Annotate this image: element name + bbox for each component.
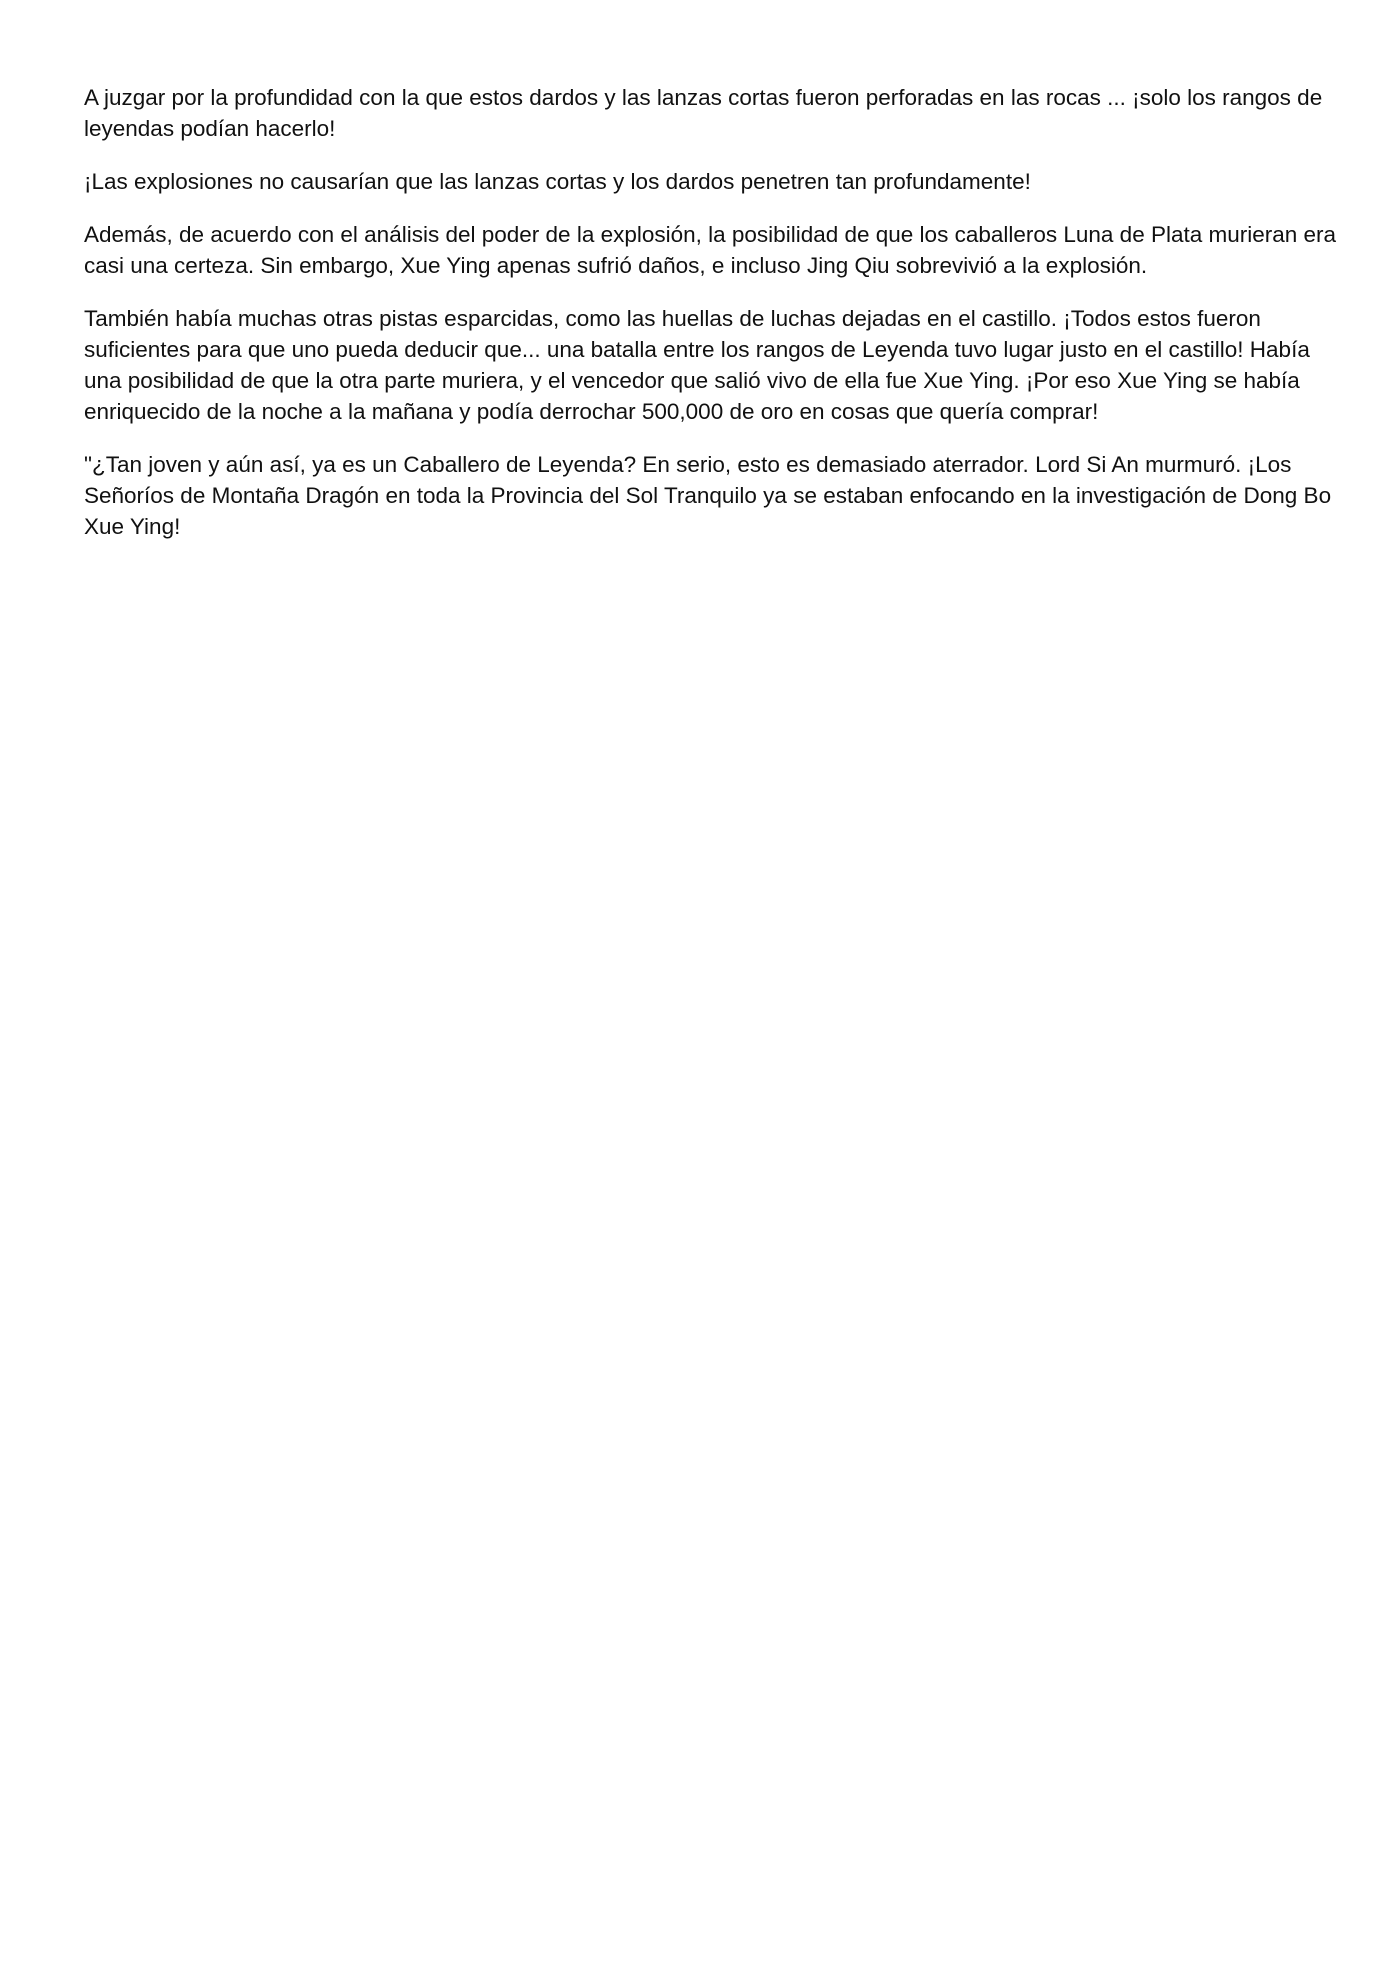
document-body	[84, 82, 1340, 542]
paragraph-2: ¡Las explosiones no causarían que las lanzas cortas y los dardos penetren tan profundamente!	[84, 169, 1031, 194]
paragraph-4: También había muchas otras pistas esparcidas, como las huellas de luchas dejadas en el castillo. ¡Todos estos fueron suficientes para que uno pueda deducir que... una batalla entre los rangos de Leyenda tuvo lugar justo en el castillo! Había una posibilidad de que la otra parte muriera, y el vencedor que salió vivo de ella fue Xue Ying. ¡Por eso Xue Ying se había enriquecido de la noche a la mañana y podía derrochar 500,000 de oro en cosas que quería comprar!	[84, 306, 1310, 424]
paragraph-3: Además, de acuerdo con el análisis del poder de la explosión, la posibilidad de que los caballeros Luna de Plata murieran era casi una certeza. Sin embargo, Xue Ying apenas sufrió daños, e incluso Jing Qiu sobrevivió a la explosión.	[84, 222, 1337, 278]
paragraph-5: "¿Tan joven y aún así, ya es un Caballero de Leyenda? En serio, esto es demasiado aterrador. Lord Si An murmuró. ¡Los Señoríos de Montaña Dragón en toda la Provincia del Sol Tranquilo ya se estaban enfocando en la investigación de Dong Bo Xue Ying!	[84, 452, 1332, 539]
paragraph-1: A juzgar por la profundidad con la que estos dardos y las lanzas cortas fueron perforadas en las rocas ... ¡solo los rangos de leyendas podían hacerlo!	[84, 85, 1323, 141]
